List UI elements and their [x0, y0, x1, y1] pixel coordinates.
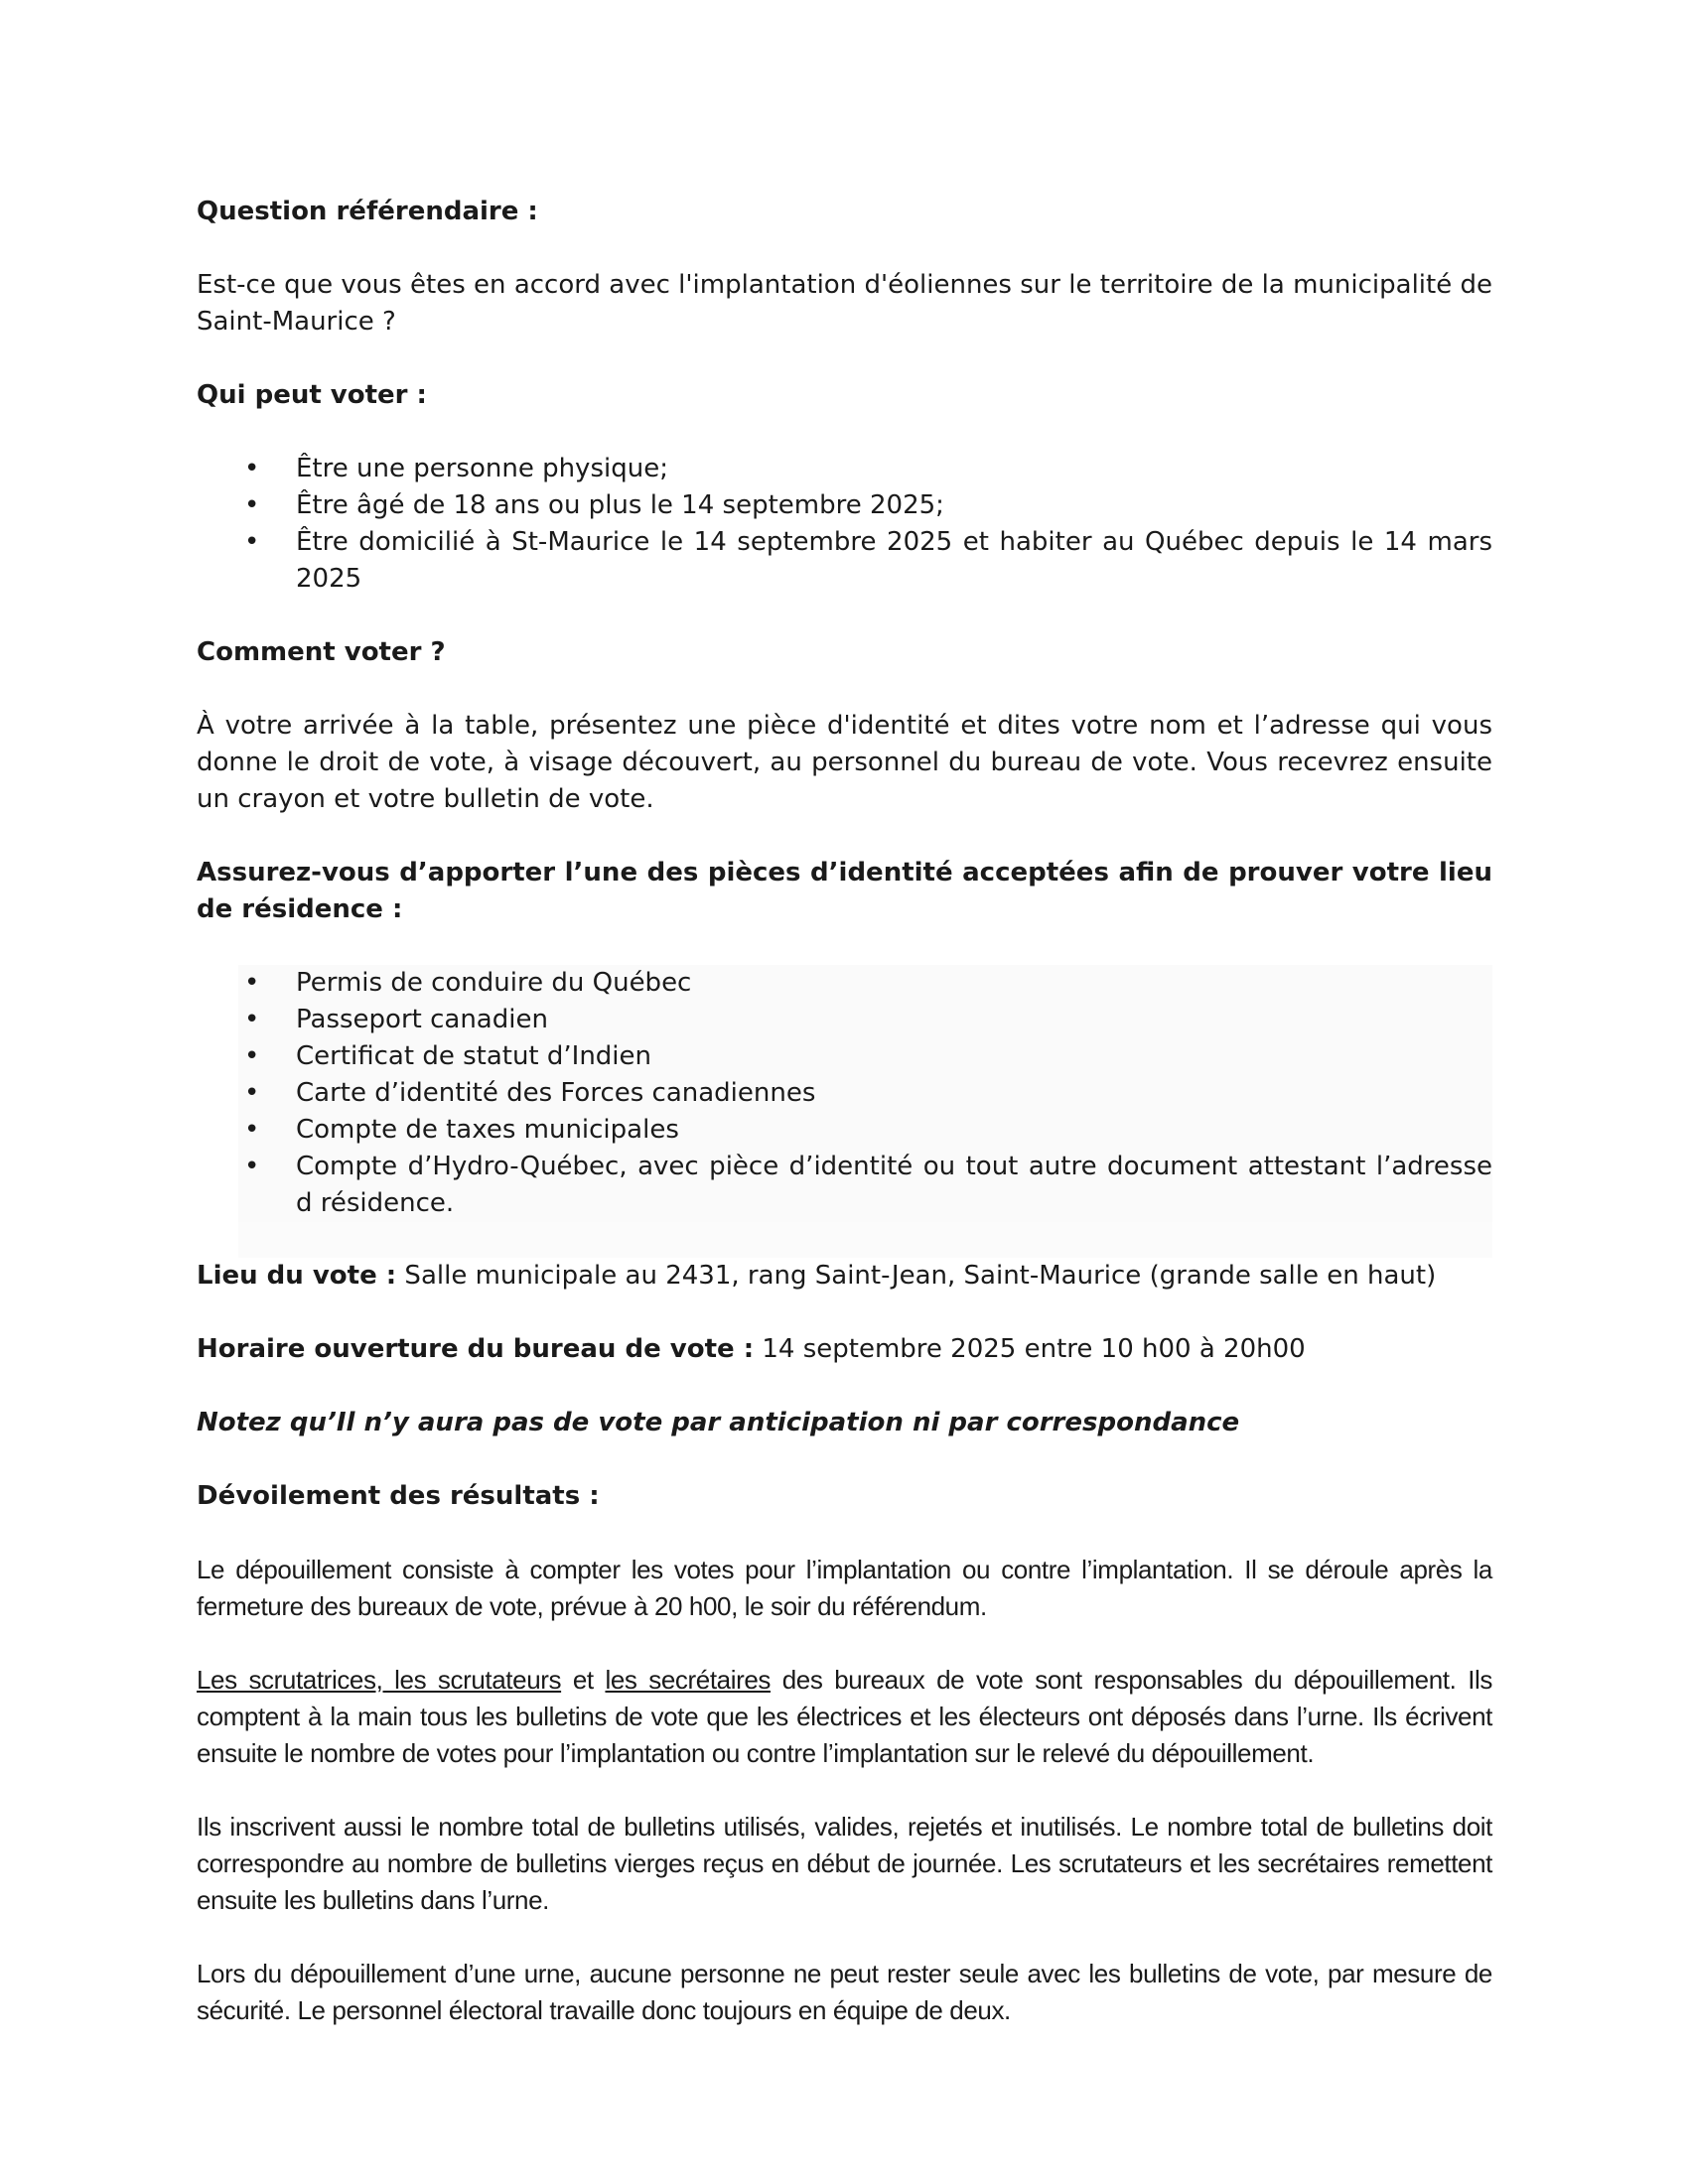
- list-item: • Carte d’identité des Forces canadiennes: [238, 1075, 1492, 1112]
- bullet-icon: •: [244, 490, 260, 520]
- document-content: [197, 194, 1492, 2029]
- id-heading: Assurez-vous d’apporter l’une des pièces d’identité acceptées afin de prouver votre lieu de résidence :: [197, 858, 1492, 924]
- secretaires-link[interactable]: les secrétaires: [605, 1665, 771, 1695]
- list-item: • Permis de conduire du Québec: [238, 965, 1492, 1002]
- bullet-icon: •: [244, 527, 260, 557]
- question-text: Est-ce que vous êtes en accord avec l'implantation d'éoliennes sur le territoire de la municipalité de Saint-Maurice ?: [197, 270, 1492, 337]
- results-heading: Dévoilement des résultats :: [197, 1481, 600, 1511]
- location-label: Lieu du vote :: [197, 1261, 397, 1291]
- list-item: • Être domicilié à St-Maurice le 14 septembre 2025 et habiter au Québec depuis le 14 mars 2025: [197, 524, 1492, 598]
- list-item: • Être âgé de 18 ans ou plus le 14 septembre 2025;: [197, 487, 1492, 524]
- results-paragraph-1: Le dépouillement consiste à compter les votes pour l’implantation ou contre l’implantation. Il se déroule après la fermeture des bureaux de vote, prévue à 20 h00, le soir du référendum.: [197, 1555, 1492, 1621]
- bullet-icon: •: [244, 1041, 260, 1071]
- list-item: • Être une personne physique;: [197, 451, 1492, 487]
- how-text: À votre arrivée à la table, présentez une pièce d'identité et dites votre nom et l’adresse qui vous donne le droit de vote, à visage découvert, au personnel du bureau de vote. Vous recevrez ensuite un crayon et votre bulletin de vote.: [197, 711, 1492, 814]
- bullet-icon: •: [244, 1115, 260, 1145]
- who-list: [197, 451, 1492, 598]
- bullet-icon: •: [244, 968, 260, 998]
- results-paragraph-3: Ils inscrivent aussi le nombre total de bulletins utilisés, valides, rejetés et inutilisés. Le nombre total de bulletins doit correspondre au nombre de bulletins vierges reçus en début de journée. Les scrutateurs et les secrétaires remettent ensuite les bulletins dans l’urne.: [197, 1812, 1492, 1915]
- id-list: [238, 965, 1492, 1222]
- id-list-box: [238, 965, 1492, 1258]
- list-item: • Certificat de statut d’Indien: [238, 1038, 1492, 1075]
- hours-value: 14 septembre 2025 entre 10 h00 à 20h00: [754, 1334, 1306, 1364]
- bullet-icon: •: [244, 1078, 260, 1108]
- who-heading: Qui peut voter :: [197, 380, 427, 410]
- results-paragraph-4: Lors du dépouillement d’une urne, aucune personne ne peut rester seule avec les bulletins de vote, par mesure de sécurité. Le personnel électoral travaille donc toujours en équipe de deux.: [197, 1959, 1492, 2025]
- how-heading: Comment voter ?: [197, 637, 446, 667]
- list-item: • Compte d’Hydro-Québec, avec pièce d’identité ou tout autre document attestant l’adresse d résidence.: [238, 1149, 1492, 1222]
- list-item: • Compte de taxes municipales: [238, 1112, 1492, 1149]
- bullet-icon: •: [244, 454, 260, 483]
- hours-label: Horaire ouverture du bureau de vote :: [197, 1334, 755, 1364]
- location-value: Salle municipale au 2431, rang Saint-Jean, Saint-Maurice (grande salle en haut): [396, 1261, 1437, 1291]
- results-paragraph-2: Les scrutatrices, les scrutateurs et les secrétaires des bureaux de vote sont responsables du dépouillement. Ils comptent à la main tous les bulletins de vote que les électrices et les électeurs ont déposés dans l’urne. Ils écrivent ensuite le nombre de votes pour l’implantation ou contre l’implantation sur le relevé du dépouillement.: [197, 1665, 1492, 1768]
- bullet-icon: •: [244, 1005, 260, 1034]
- question-heading: Question référendaire :: [197, 197, 538, 226]
- location-line: [197, 1258, 1492, 1295]
- hours-line: [197, 1331, 1492, 1368]
- note-text: Notez qu’Il n’y aura pas de vote par anticipation ni par correspondance: [197, 1408, 1240, 1437]
- scrutateurs-link[interactable]: Les scrutatrices, les scrutateurs: [197, 1665, 562, 1695]
- bullet-icon: •: [244, 1152, 260, 1181]
- list-item: • Passeport canadien: [238, 1002, 1492, 1038]
